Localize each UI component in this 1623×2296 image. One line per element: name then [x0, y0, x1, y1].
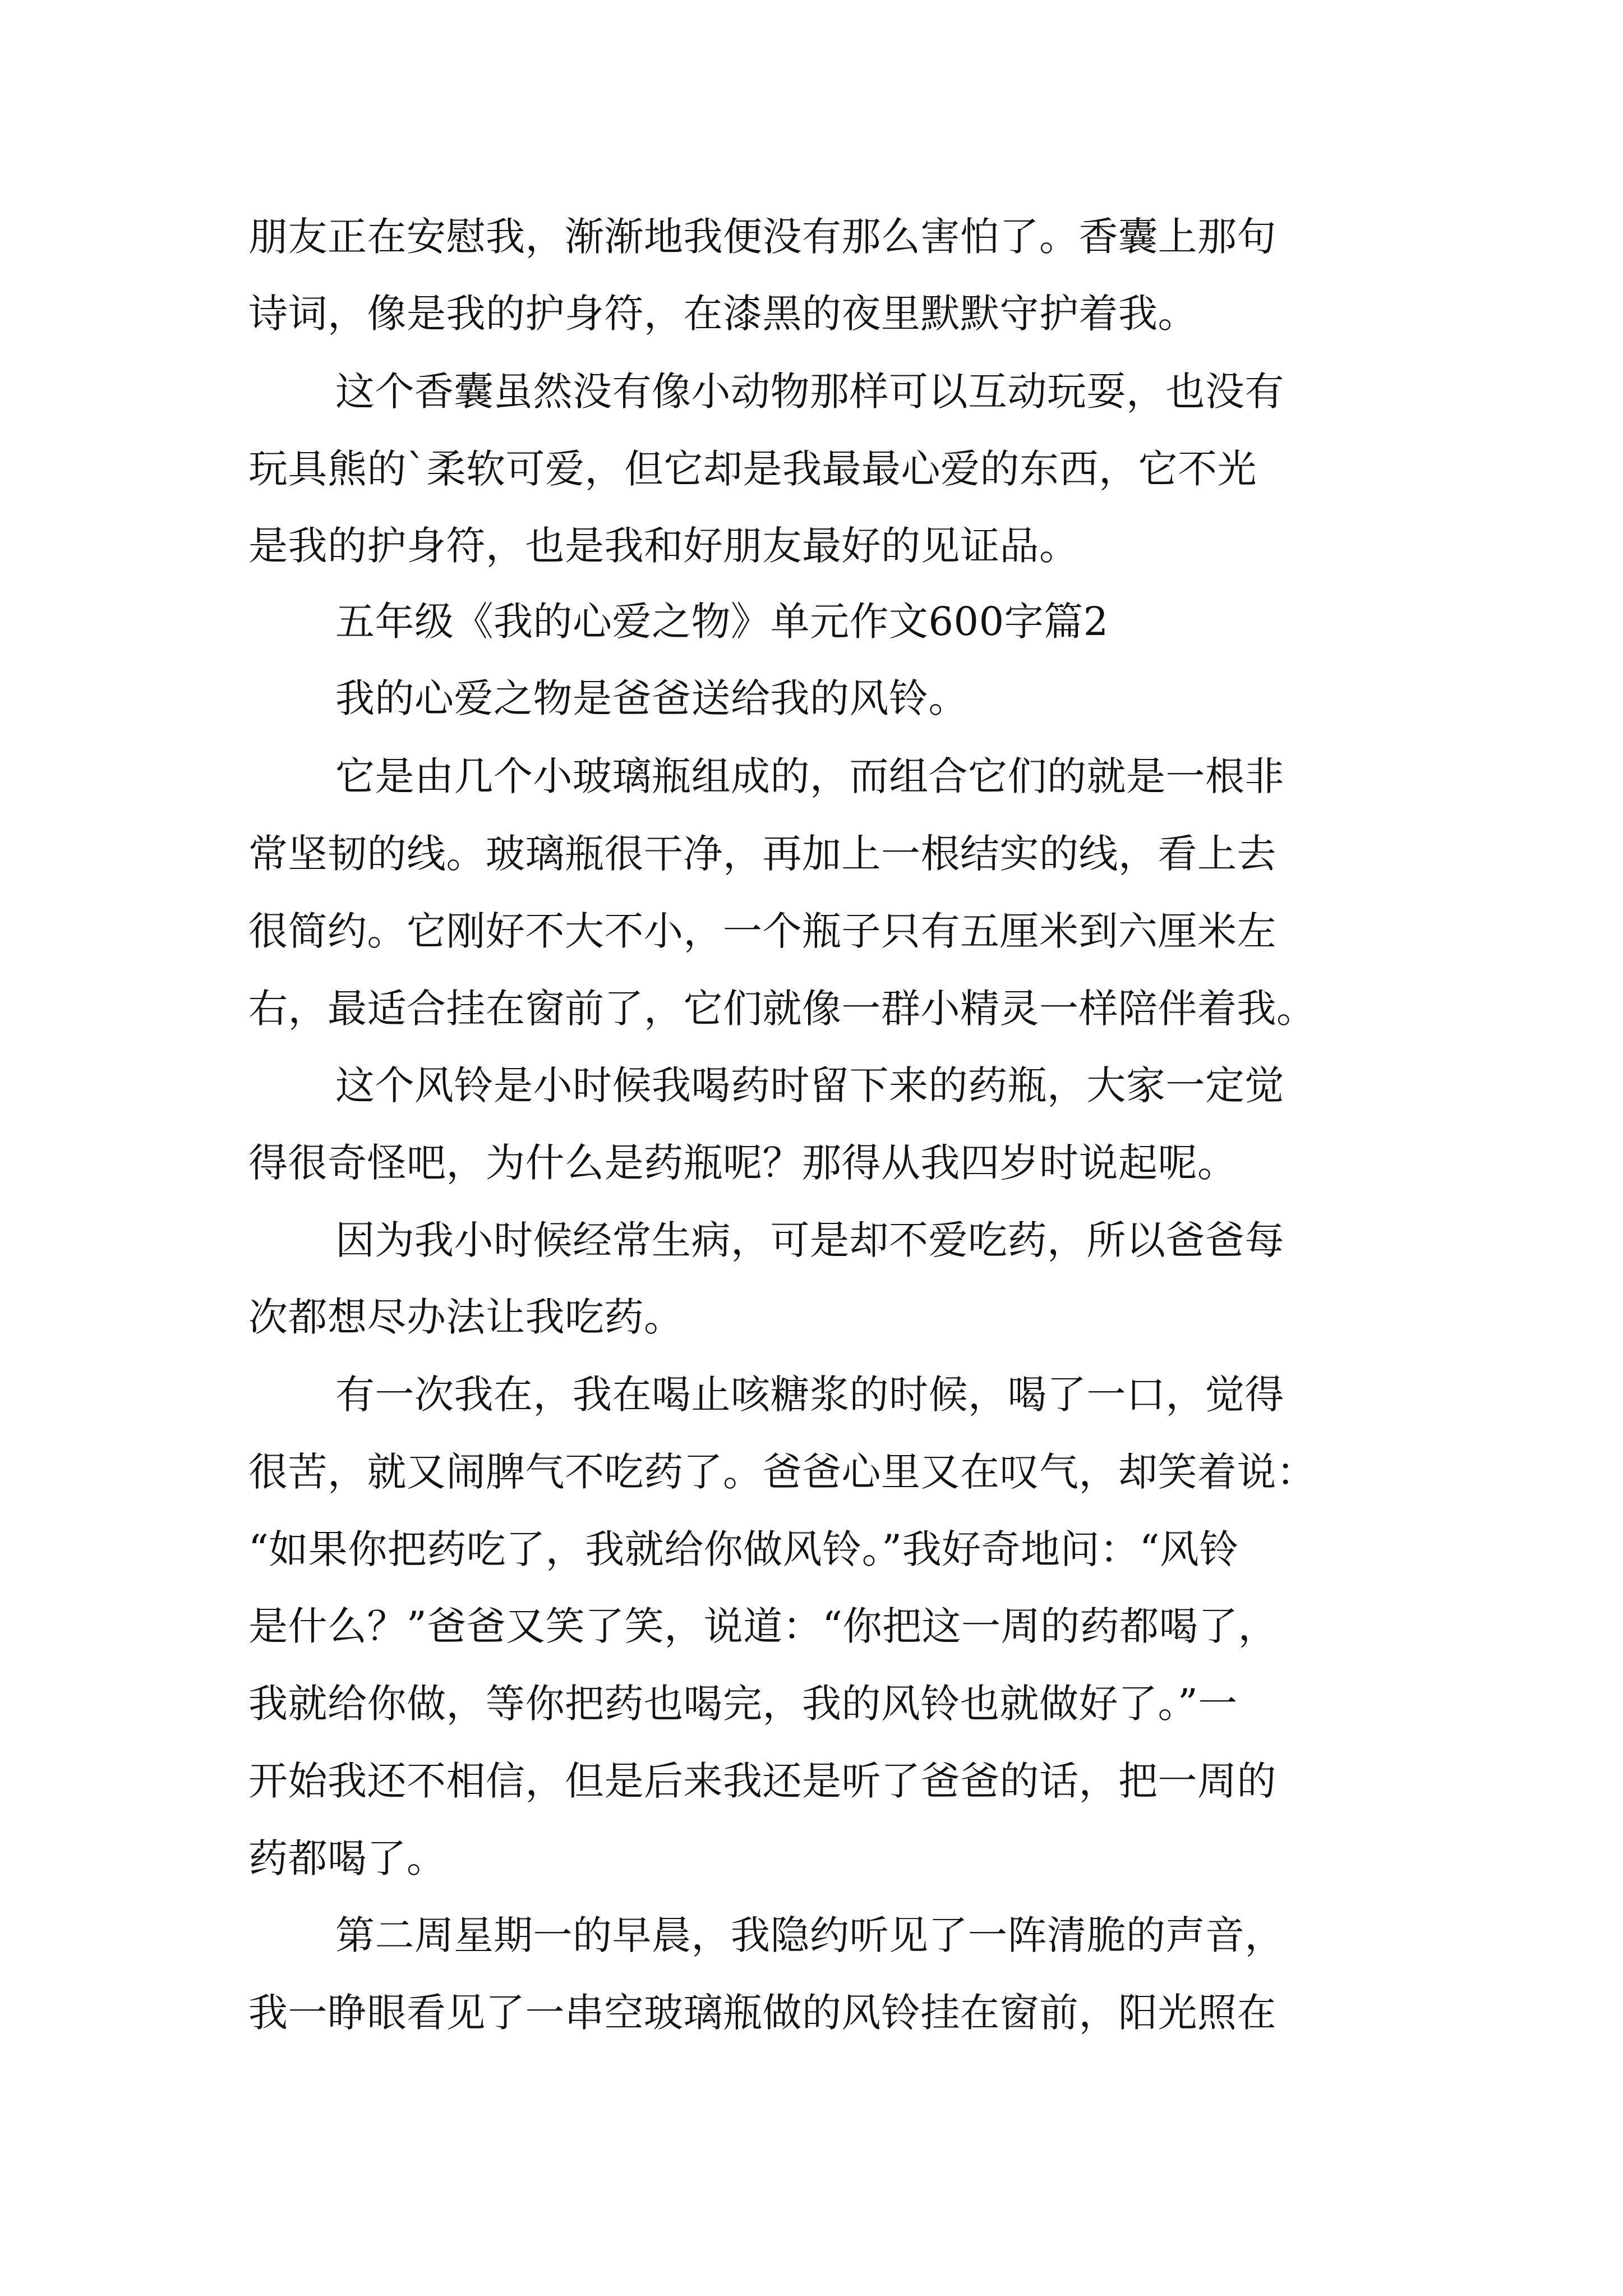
text-line: 右，最适合挂在窗前了，它们就像一群小精灵一样陪伴着我。: [248, 986, 1316, 1032]
text-line: 我就给你做，等你把药也喝完，我的风铃也就做好了。”一: [248, 1681, 1238, 1727]
text-line: 是我的护身符，也是我和好朋友最好的见证品。: [248, 523, 1079, 569]
text-line: 我一睁眼看见了一串空玻璃瓶做的风铃挂在窗前，阳光照在: [248, 1990, 1276, 2036]
text-line: 开始我还不相信，但是后来我还是听了爸爸的话，把一周的: [248, 1758, 1276, 1804]
text-line: 诗词，像是我的护身符，在漆黑的夜里默默守护着我。: [248, 291, 1197, 337]
text-line: 是什么？”爸爸又笑了笑，说道：“你把这一周的药都喝了，: [248, 1603, 1278, 1649]
text-line: 很简约。它刚好不大不小，一个瓶子只有五厘米到六厘米左: [248, 908, 1276, 954]
text-line: 朋友正在安慰我，渐渐地我便没有那么害怕了。香囊上那句: [248, 214, 1276, 260]
section-heading: 五年级《我的心爱之物》单元作文600字篇2: [335, 599, 1109, 645]
text-line: 很苦，就又闹脾气不吃药了。爸爸心里又在叹气，却笑着说：: [248, 1449, 1316, 1495]
text-line: 药都喝了。: [248, 1835, 446, 1881]
text-line: 次都想尽办法让我吃药。: [248, 1294, 684, 1340]
text-line: 因为我小时候经常生病，可是却不爱吃药，所以爸爸每: [335, 1217, 1284, 1263]
text-line: 常坚韧的线。玻璃瓶很干净，再加上一根结实的线，看上去: [248, 831, 1276, 877]
text-line: 这个风铃是小时候我喝药时留下来的药瓶，大家一定觉: [335, 1062, 1284, 1108]
text-line: 玩具熊的`柔软可爱，但它却是我最最心爱的东西，它不光: [248, 446, 1257, 492]
text-line: “如果你把药吃了，我就给你做风铃。”我好奇地问：“风铃: [248, 1526, 1239, 1572]
text-line: 它是由几个小玻璃瓶组成的，而组合它们的就是一根非: [335, 753, 1284, 799]
text-line: 有一次我在，我在喝止咳糖浆的时候，喝了一口，觉得: [335, 1372, 1284, 1418]
text-line: 得很奇怪吧，为什么是药瓶呢？那得从我四岁时说起呢。: [248, 1140, 1237, 1186]
text-line: 第二周星期一的早晨，我隐约听见了一阵清脆的声音，: [335, 1912, 1284, 1958]
text-line: 这个香囊虽然没有像小动物那样可以互动玩耍，也没有: [335, 369, 1284, 415]
text-line: 我的心爱之物是爸爸送给我的风铃。: [335, 675, 968, 721]
